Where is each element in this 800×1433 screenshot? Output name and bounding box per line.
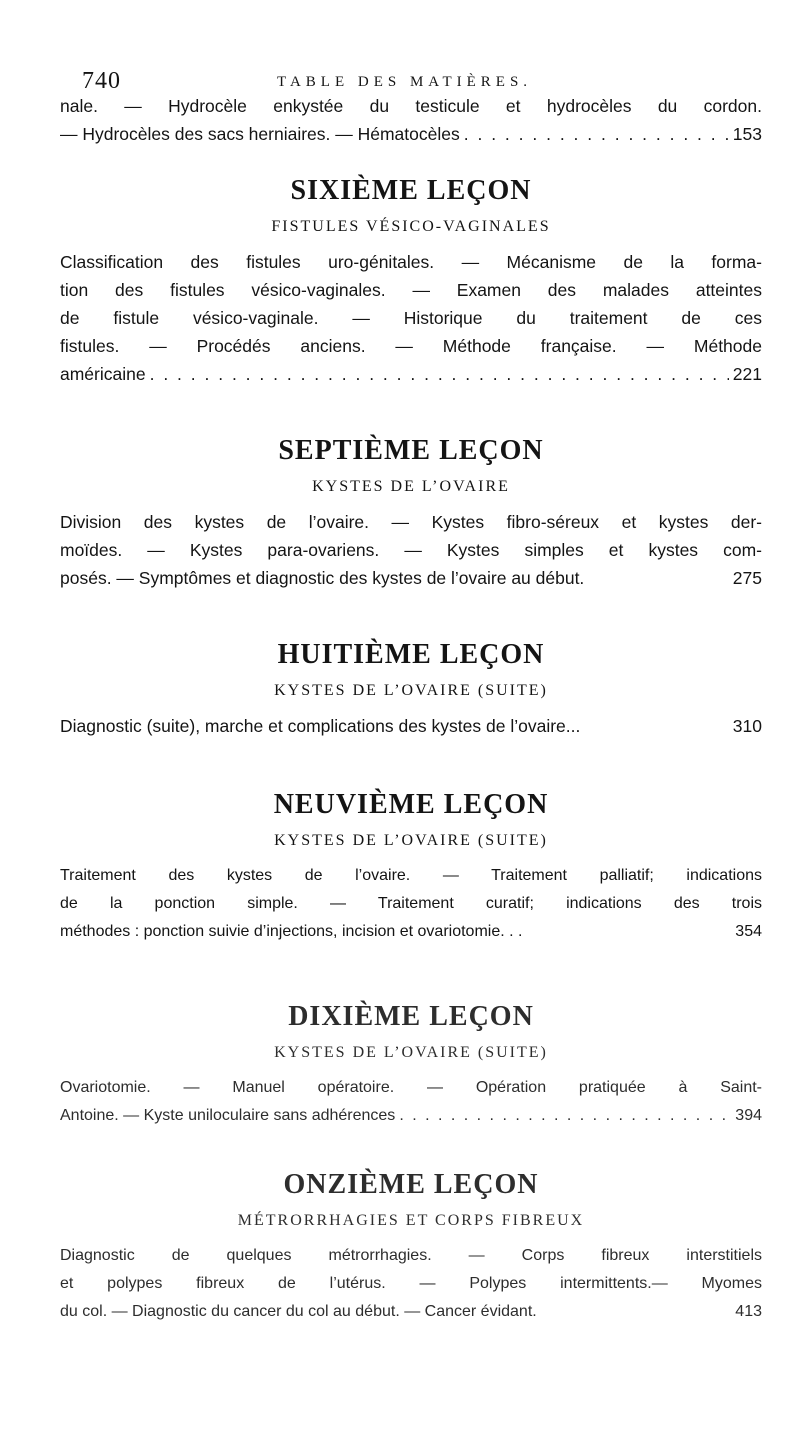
entry-page-number: 413 — [735, 1303, 762, 1320]
toc-entry — [60, 712, 762, 740]
running-head — [82, 68, 730, 92]
entry-line: de la ponction simple. — Traitement curatif; indications des trois — [60, 895, 762, 912]
entry-line-text: Diagnostic (suite), marche et complications des kystes de l’ovaire... — [60, 716, 581, 736]
entry-line: nale. — Hydrocèle enkystée du testicule et hydrocèles du cordon. — [60, 96, 762, 116]
toc-entry — [60, 1074, 762, 1130]
entry-line-text: posés. — Symptômes et diagnostic des kystes de l’ovaire au début. — [60, 568, 585, 588]
entry-page-number: 394 — [735, 1107, 762, 1124]
entry-page-number: 153 — [732, 124, 762, 144]
lesson-subtitle: KYSTES DE L’OVAIRE — [312, 478, 510, 495]
lesson-title: SEPTIÈME LEÇON — [278, 435, 544, 466]
entry-line-last — [60, 564, 762, 592]
entry-line-last — [60, 1298, 762, 1326]
lesson-7 — [60, 436, 762, 592]
dot-leader — [150, 360, 729, 388]
entry-line-text: — Hydrocèles des sacs herniaires. — Hématocèles — [60, 124, 460, 144]
lesson-subtitle: MÉTRORRHAGIES ET CORPS FIBREUX — [237, 1212, 585, 1229]
entry-page-number: 275 — [732, 568, 762, 588]
entry-page-number: 354 — [735, 923, 762, 940]
dot-leader — [399, 1102, 731, 1130]
lesson-11 — [60, 1170, 762, 1326]
entry-line-text: du col. — Diagnostic du cancer du col au début. — Cancer évidant. — [60, 1303, 537, 1320]
entry-line: tion des fistules vésico-vaginales. — Examen des malades atteintes — [60, 280, 762, 300]
entry-line: Division des kystes de l’ovaire. — Kystes fibro-séreux et kystes der- — [60, 512, 762, 532]
page-number: 740 — [82, 68, 121, 94]
entry-line: Ovariotomie. — Manuel opératoire. — Opération pratiquée à Saint- — [60, 1079, 762, 1096]
toc-entry — [60, 248, 762, 388]
lesson-10 — [60, 1002, 762, 1130]
lesson-subtitle: KYSTES DE L’OVAIRE (SUITE) — [274, 682, 548, 699]
entry-line-text: américaine — [60, 364, 146, 384]
lesson-subtitle: KYSTES DE L’OVAIRE (SUITE) — [274, 832, 548, 849]
entry-line-text: Antoine. — Kyste uniloculaire sans adhérences — [60, 1107, 396, 1124]
lesson-title: ONZIÈME LEÇON — [283, 1169, 539, 1200]
lesson-title: DIXIÈME LEÇON — [288, 1001, 534, 1032]
toc-entry — [60, 862, 762, 946]
entry-line: Classification des fistules uro-génitales. — Mécanisme de la forma- — [60, 252, 762, 272]
entry-line: fistules. — Procédés anciens. — Méthode française. — Méthode — [60, 336, 762, 356]
entry-line: et polypes fibreux de l’utérus. — Polypes intermittents.— Myomes — [60, 1275, 762, 1292]
toc-entry — [60, 508, 762, 592]
entry-line-last — [60, 360, 762, 388]
lesson-9 — [60, 790, 762, 946]
running-title: TABLE DES MATIÈRES. — [277, 74, 533, 90]
entry-page-number: 221 — [732, 364, 762, 384]
lesson-title: NEUVIÈME LEÇON — [273, 789, 549, 820]
lesson-title: HUITIÈME LEÇON — [277, 639, 545, 670]
entry-line: de fistule vésico-vaginale. — Historique du traitement de ces — [60, 308, 762, 328]
entry-line-text: méthodes : ponction suivie d’injections, incision et ovariotomie. . . — [60, 923, 523, 940]
entry-line-last — [60, 120, 762, 148]
entry-line-last — [60, 712, 762, 740]
entry-line-last — [60, 918, 762, 946]
entry-line: moïdes. — Kystes para-ovariens. — Kystes simples et kystes com- — [60, 540, 762, 560]
entry-line: Traitement des kystes de l’ovaire. — Traitement palliatif; indications — [60, 867, 762, 884]
entry-line-last — [60, 1102, 762, 1130]
toc-entry-continued — [60, 92, 762, 148]
entry-line: Diagnostic de quelques métrorrhagies. — Corps fibreux interstitiels — [60, 1247, 762, 1264]
lesson-subtitle: FISTULES VÉSICO-VAGINALES — [271, 218, 551, 235]
dot-leader — [464, 120, 729, 148]
toc-entry — [60, 1242, 762, 1326]
lesson-subtitle: KYSTES DE L’OVAIRE (SUITE) — [274, 1044, 548, 1061]
lesson-6 — [60, 176, 762, 388]
entry-page-number: 310 — [732, 716, 762, 736]
lesson-8 — [60, 640, 762, 740]
lesson-title: SIXIÈME LEÇON — [290, 175, 532, 206]
